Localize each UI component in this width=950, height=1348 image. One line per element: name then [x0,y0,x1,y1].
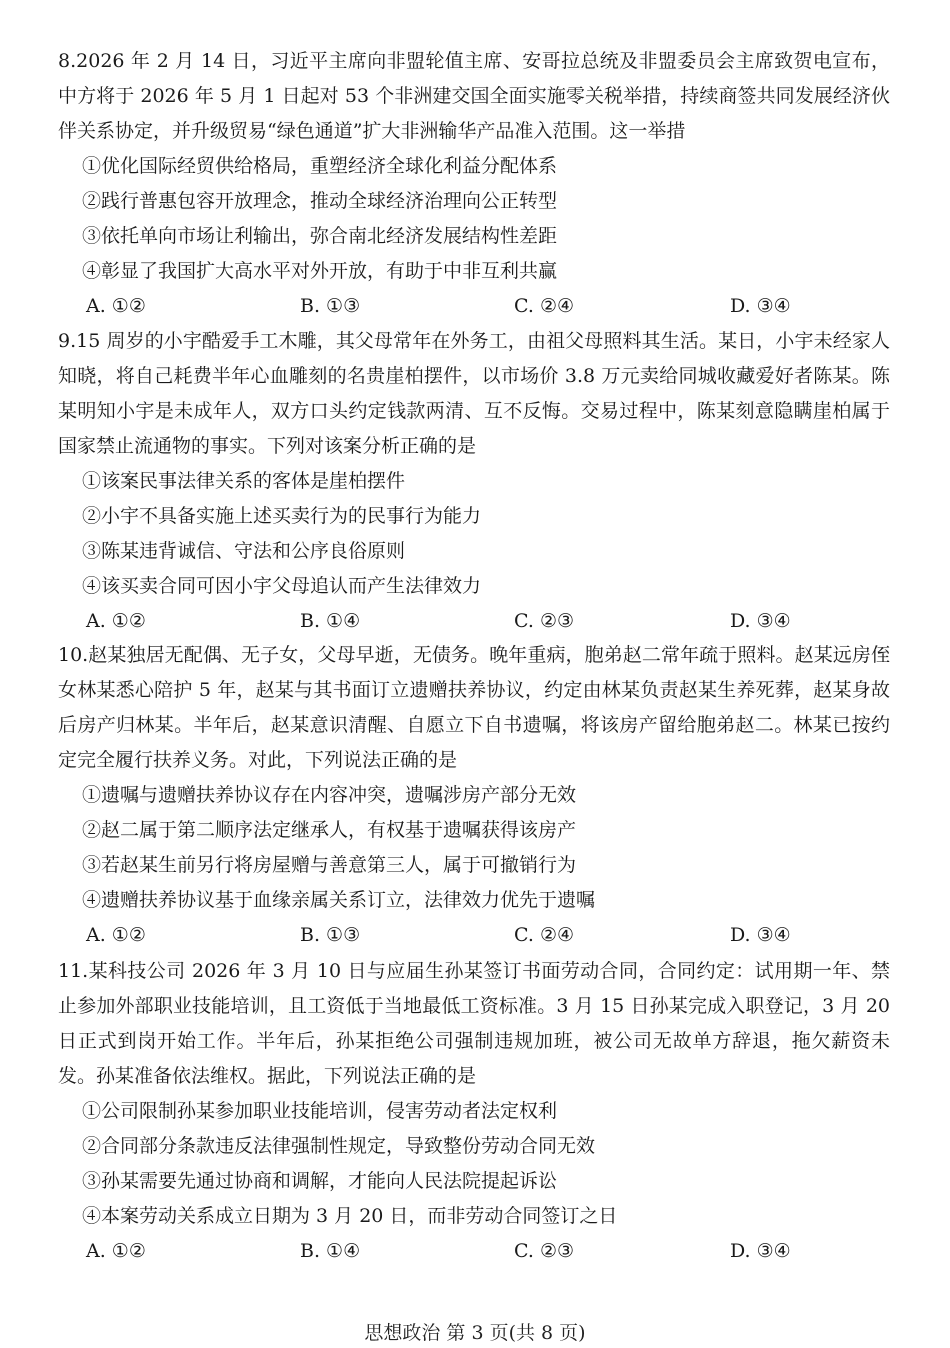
question-number: 8. [58,50,77,72]
choice-c: C. ②③ [514,1240,575,1262]
question-text: 15 周岁的小宇酷爱手工木雕，其父母常年在外务工，由祖父母照料其生活。某日，小宇未经家人知晓，将自己耗费半年心血雕刻的名贵崖柏摆件，以市场价 3.8 万元卖给同城收藏爱好者陈某。陈某明知小宇是未成年人，双方口头约定钱款两清、互不反悔。交易过程中，陈某刻意隐瞒崖柏属于国家禁止流通物的事实。下列对该案分析正确的是 [58,330,890,457]
statement-4: ④本案劳动关系成立日期为 3 月 20 日，而非劳动合同签订之日 [82,1205,618,1227]
choice-d: D. ③④ [730,610,791,632]
page-footer: 思想政治 第 3 页(共 8 页) [364,1322,586,1344]
choice-d: D. ③④ [730,1240,791,1262]
choice-c: C. ②④ [514,924,575,946]
statement-1: ①优化国际经贸供给格局，重塑经济全球化利益分配体系 [82,155,558,177]
question-text: 2026 年 2 月 14 日，习近平主席向非盟轮值主席、安哥拉总统及非盟委员会主席致贺电宣布，中方将于 2026 年 5 月 1 日起对 53 个非洲建交国全面实施零关税举措，持续商签共同发展经济伙伴关系协定，并升级贸易“绿色通道”扩大非洲输华产品准入范围。这一举措 [58,50,890,142]
statement-3: ③若赵某生前另行将房屋赠与善意第三人，属于可撤销行为 [82,854,577,876]
question-text: 某科技公司 2026 年 3 月 10 日与应届生孙某签订书面劳动合同，合同约定：试用期一年、禁止参加外部职业技能培训，且工资低于当地最低工资标准。3 月 15 日孙某完成入职登记，3 月 20 日正式到岗开始工作。半年后，孙某拒绝公司强制违规加班，被公司无故单方辞退，拖欠薪资未发。孙某准备依法维权。据此，下列说法正确的是 [58,960,890,1087]
answer-choices [82,1234,890,1269]
statement-2: ②赵二属于第二顺序法定继承人，有权基于遗嘱获得该房产 [82,819,577,841]
choice-d: D. ③④ [730,295,791,317]
question-stem [58,638,890,778]
statement-4: ④该买卖合同可因小宇父母追认而产生法律效力 [82,575,482,597]
statement-3: ③依托单向市场让利输出，弥合南北经济发展结构性差距 [82,225,558,247]
question-stem [58,954,890,1094]
statement-3: ③孙某需要先通过协商和调解，才能向人民法院提起诉讼 [82,1170,558,1192]
statement-1: ①该案民事法律关系的客体是崖柏摆件 [82,470,406,492]
choice-b: B. ①③ [300,295,361,317]
answer-choices [82,289,890,324]
choice-c: C. ②③ [514,610,575,632]
question-number: 10. [58,644,89,666]
answer-choices [82,604,890,639]
statement-1: ①公司限制孙某参加职业技能培训，侵害劳动者法定权利 [82,1100,558,1122]
question-10 [58,638,890,953]
answer-choices [82,918,890,953]
choice-a: A. ①② [86,1240,146,1262]
statement-3: ③陈某违背诚信、守法和公序良俗原则 [82,540,406,562]
question-number: 11. [58,960,89,982]
question-11 [58,954,890,1269]
choice-b: B. ①④ [300,1240,361,1262]
statement-1: ①遗嘱与遗赠扶养协议存在内容冲突，遗嘱涉房产部分无效 [82,784,577,806]
choice-d: D. ③④ [730,924,791,946]
statement-2: ②践行普惠包容开放理念，推动全球经济治理向公正转型 [82,190,558,212]
question-8 [58,44,890,324]
choice-a: A. ①② [86,295,146,317]
statement-4: ④彰显了我国扩大高水平对外开放，有助于中非互利共赢 [82,260,558,282]
choice-a: A. ①② [86,610,146,632]
choice-c: C. ②④ [514,295,575,317]
question-stem [58,324,890,464]
statement-2: ②合同部分条款违反法律强制性规定，导致整份劳动合同无效 [82,1135,596,1157]
question-text: 赵某独居无配偶、无子女，父母早逝，无债务。晚年重病，胞弟赵二常年疏于照料。赵某远房侄女林某悉心陪护 5 年，赵某与其书面订立遗赠扶养协议，约定由林某负责赵某生养死葬，赵某身故后房产归林某。半年后，赵某意识清醒、自愿立下自书遗嘱，将该房产留给胞弟赵二。林某已按约定完全履行扶养义务。对此，下列说法正确的是 [58,644,890,771]
choice-a: A. ①② [86,924,146,946]
question-number: 9. [58,330,77,352]
question-stem [58,44,890,149]
choice-b: B. ①③ [300,924,361,946]
choice-b: B. ①④ [300,610,361,632]
statement-2: ②小宇不具备实施上述买卖行为的民事行为能力 [82,505,482,527]
question-9 [58,324,890,639]
statement-4: ④遗赠扶养协议基于血缘亲属关系订立，法律效力优先于遗嘱 [82,889,596,911]
